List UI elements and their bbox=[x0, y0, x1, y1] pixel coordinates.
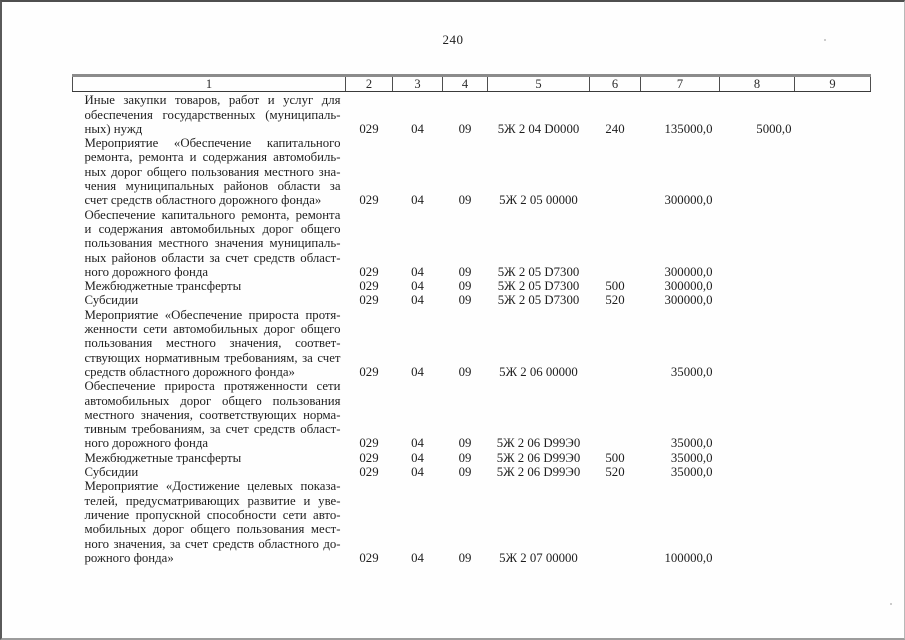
cell-c9 bbox=[795, 308, 871, 379]
cell-c2: 029 bbox=[359, 121, 379, 136]
description-line: счет средств областного дорожного фонда» bbox=[84, 193, 322, 208]
table-body bbox=[73, 92, 871, 565]
table-row bbox=[73, 479, 871, 565]
table-row bbox=[73, 451, 871, 465]
cell-c8 bbox=[720, 208, 795, 279]
cell-c8 bbox=[720, 379, 795, 450]
cell-c7: 35000,0 bbox=[670, 465, 713, 480]
description-line: Мероприятие «Обеспечение прироста протя- bbox=[84, 307, 341, 322]
row-description bbox=[73, 279, 346, 293]
cell-c7: 100000,0 bbox=[664, 550, 713, 565]
cell-c9 bbox=[795, 379, 871, 450]
description-line: ных) нужд bbox=[84, 121, 143, 136]
cell-c4: 09 bbox=[458, 293, 472, 308]
cell-c9 bbox=[795, 293, 871, 307]
description-line: Межбюджетные трансферты bbox=[84, 279, 242, 294]
cell-c3: 04 bbox=[411, 550, 424, 565]
cell-c6 bbox=[590, 136, 641, 207]
cell-c7: 300000,0 bbox=[664, 193, 713, 208]
column-header-6: 6 bbox=[590, 76, 641, 92]
table-row bbox=[73, 92, 871, 136]
column-header-8: 8 bbox=[720, 76, 795, 92]
description-line: Субсидии bbox=[84, 293, 139, 308]
description-line: ствующих нормативным требованиям, за счет bbox=[84, 350, 341, 365]
cell-c8: 5000,0 bbox=[756, 121, 792, 136]
cell-c9 bbox=[795, 136, 871, 207]
description-line: Мероприятие «Обеспечение капитального bbox=[84, 136, 341, 151]
table-row bbox=[73, 208, 871, 279]
cell-c5: 5Ж 2 06 00000 bbox=[499, 364, 578, 379]
table-row bbox=[73, 379, 871, 450]
cell-c2: 029 bbox=[359, 279, 379, 294]
description-line: личение пропускной способности сети авто- bbox=[84, 507, 341, 522]
description-line: автомобильных дорог общего пользования bbox=[84, 393, 341, 408]
description-line: местного значения, соответствующих норма- bbox=[84, 407, 341, 422]
cell-c6 bbox=[590, 308, 641, 379]
cell-c8 bbox=[720, 136, 795, 207]
description-line: Иные закупки товаров, работ и услуг для bbox=[84, 93, 341, 108]
table-row bbox=[73, 308, 871, 379]
column-header-4: 4 bbox=[443, 76, 488, 92]
description-line: ных районов области за счет средств област- bbox=[84, 250, 341, 265]
table-row bbox=[73, 293, 871, 307]
column-header-7: 7 bbox=[641, 76, 720, 92]
cell-c3: 04 bbox=[411, 436, 424, 451]
cell-c7: 35000,0 bbox=[670, 450, 713, 465]
cell-c7: 35000,0 bbox=[670, 364, 713, 379]
cell-c4: 09 bbox=[458, 436, 472, 451]
cell-c2: 029 bbox=[359, 450, 379, 465]
row-description bbox=[73, 451, 346, 465]
cell-c3: 04 bbox=[411, 450, 424, 465]
column-header-5: 5 bbox=[488, 76, 590, 92]
description-line: ного дорожного фонда bbox=[84, 436, 209, 451]
cell-c9 bbox=[795, 479, 871, 565]
table-row bbox=[73, 279, 871, 293]
description-line: ного значения, за счет средств областного до- bbox=[84, 536, 341, 551]
cell-c3: 04 bbox=[411, 364, 424, 379]
cell-c6: 520 bbox=[605, 465, 625, 480]
row-description bbox=[73, 465, 346, 479]
cell-c5: 5Ж 2 06 D99Э0 bbox=[496, 450, 581, 465]
cell-c5: 5Ж 2 05 D7300 bbox=[497, 264, 580, 279]
cell-c4: 09 bbox=[458, 279, 472, 294]
cell-c6: 500 bbox=[605, 450, 625, 465]
cell-c5: 5Ж 2 05 D7300 bbox=[497, 279, 580, 294]
row-description bbox=[73, 293, 346, 307]
description-line: ного дорожного фонда bbox=[84, 264, 209, 279]
description-line: Субсидии bbox=[84, 465, 139, 480]
description-line: Мероприятие «Достижение целевых показа- bbox=[84, 479, 341, 494]
description-line: тивным требованиям, за счет средств област- bbox=[84, 422, 341, 437]
description-line: Обеспечение прироста протяженности сети bbox=[84, 379, 341, 394]
cell-c5: 5Ж 2 05 00000 bbox=[499, 193, 578, 208]
column-header-2: 2 bbox=[346, 76, 393, 92]
cell-c5: 5Ж 2 04 D0000 bbox=[497, 121, 580, 136]
description-line: мобильных дорог общего пользования мест- bbox=[84, 522, 341, 537]
cell-c9 bbox=[795, 92, 871, 136]
cell-c3: 04 bbox=[411, 293, 424, 308]
cell-c6 bbox=[590, 208, 641, 279]
cell-c6: 240 bbox=[605, 121, 625, 136]
cell-c6 bbox=[590, 379, 641, 450]
cell-c8 bbox=[720, 308, 795, 379]
row-description bbox=[73, 136, 346, 207]
description-line: ных дорог общего пользования местного зна- bbox=[84, 164, 341, 179]
cell-c8 bbox=[720, 479, 795, 565]
cell-c9 bbox=[795, 279, 871, 293]
row-description bbox=[73, 92, 346, 136]
column-header-9: 9 bbox=[795, 76, 871, 92]
row-description bbox=[73, 479, 346, 565]
cell-c4: 09 bbox=[458, 550, 472, 565]
table-row bbox=[73, 465, 871, 479]
cell-c5: 5Ж 2 07 00000 bbox=[499, 550, 578, 565]
description-line: Обеспечение капитального ремонта, ремонта bbox=[84, 207, 341, 222]
cell-c8 bbox=[720, 465, 795, 479]
cell-c3: 04 bbox=[411, 465, 424, 480]
row-description bbox=[73, 308, 346, 379]
description-line: пользования местного значения, соответ- bbox=[84, 336, 341, 351]
cell-c7: 300000,0 bbox=[664, 279, 713, 294]
cell-c3: 04 bbox=[411, 279, 424, 294]
cell-c7: 300000,0 bbox=[664, 264, 713, 279]
cell-c7: 35000,0 bbox=[670, 436, 713, 451]
cell-c6 bbox=[590, 479, 641, 565]
cell-c8 bbox=[720, 451, 795, 465]
table-header-row bbox=[73, 76, 871, 92]
cell-c8 bbox=[720, 279, 795, 293]
cell-c9 bbox=[795, 208, 871, 279]
table-row bbox=[73, 136, 871, 207]
description-line: обеспечения государственных (муниципаль- bbox=[84, 107, 341, 122]
column-header-1: 1 bbox=[73, 76, 346, 92]
row-description bbox=[73, 379, 346, 450]
cell-c3: 04 bbox=[411, 193, 424, 208]
page-number: 240 bbox=[442, 32, 464, 47]
cell-c3: 04 bbox=[411, 121, 424, 136]
cell-c2: 029 bbox=[359, 364, 379, 379]
description-line: и содержания автомобильных дорог общего bbox=[84, 221, 341, 236]
cell-c5: 5Ж 2 06 D99Э0 bbox=[496, 436, 581, 451]
description-line: пользования местного значения муниципаль- bbox=[84, 236, 341, 251]
cell-c2: 029 bbox=[359, 193, 379, 208]
cell-c4: 09 bbox=[458, 450, 472, 465]
scan-artifact-dot bbox=[890, 603, 892, 605]
cell-c8 bbox=[720, 293, 795, 307]
cell-c4: 09 bbox=[458, 121, 472, 136]
cell-c6: 500 bbox=[605, 279, 625, 294]
cell-c2: 029 bbox=[359, 264, 379, 279]
cell-c3: 04 bbox=[411, 264, 424, 279]
cell-c4: 09 bbox=[458, 465, 472, 480]
description-line: рожного фонда» bbox=[84, 550, 174, 565]
description-line: средств областного дорожного фонда» bbox=[84, 364, 295, 379]
description-line: женности сети автомобильных дорог общего bbox=[84, 322, 341, 337]
cell-c4: 09 bbox=[458, 193, 472, 208]
cell-c2: 029 bbox=[359, 550, 379, 565]
row-description bbox=[73, 208, 346, 279]
scan-artifact-dot bbox=[824, 39, 826, 41]
cell-c5: 5Ж 2 05 D7300 bbox=[497, 293, 580, 308]
column-header-3: 3 bbox=[393, 76, 443, 92]
cell-c2: 029 bbox=[359, 465, 379, 480]
cell-c4: 09 bbox=[458, 264, 472, 279]
cell-c9 bbox=[795, 465, 871, 479]
cell-c2: 029 bbox=[359, 293, 379, 308]
cell-c4: 09 bbox=[458, 364, 472, 379]
cell-c5: 5Ж 2 06 D99Э0 bbox=[496, 465, 581, 480]
description-line: Межбюджетные трансферты bbox=[84, 450, 242, 465]
cell-c9 bbox=[795, 451, 871, 465]
budget-table bbox=[72, 74, 871, 565]
description-line: ремонта, ремонта и содержания автомобиль- bbox=[84, 150, 341, 165]
cell-c7: 300000,0 bbox=[664, 293, 713, 308]
description-line: чения муниципальных районов области за bbox=[84, 179, 341, 194]
description-line: телей, предусматривающих развитие и уве- bbox=[84, 493, 341, 508]
cell-c7: 135000,0 bbox=[664, 121, 713, 136]
cell-c2: 029 bbox=[359, 436, 379, 451]
cell-c6: 520 bbox=[605, 293, 625, 308]
